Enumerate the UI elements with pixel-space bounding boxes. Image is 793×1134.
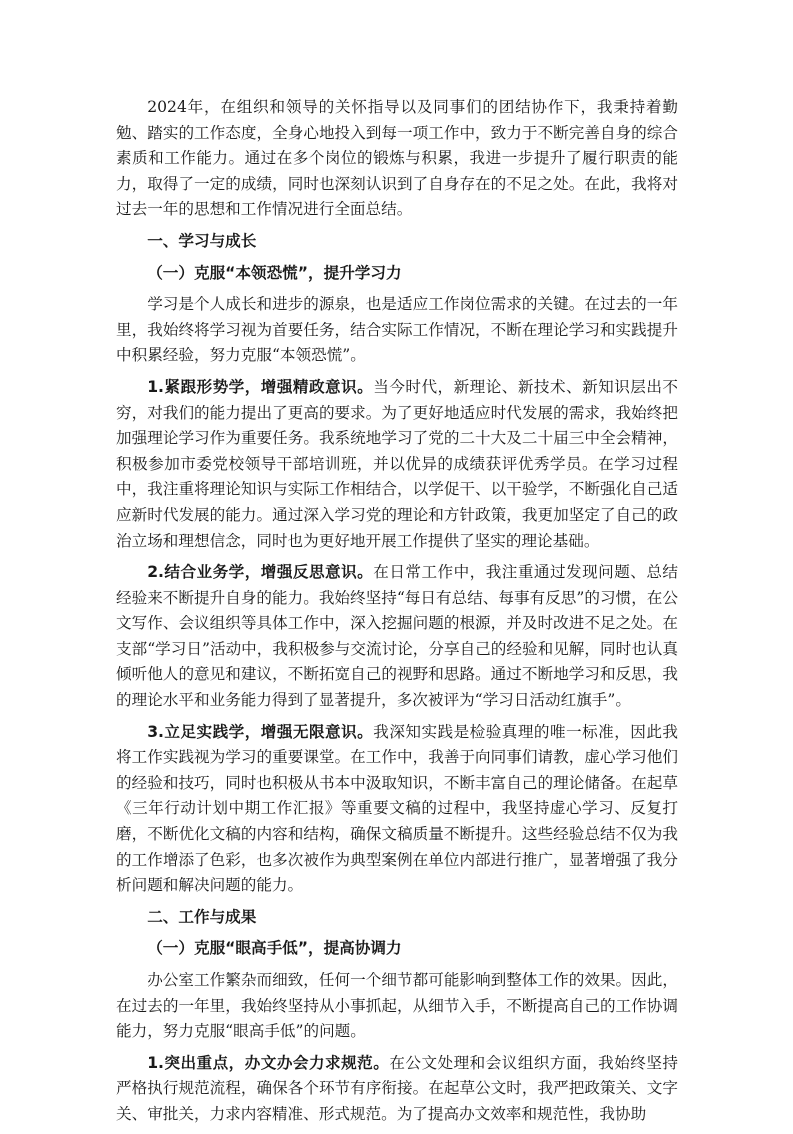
- item-text: 在日常工作中，我注重通过发现问题、总结经验来不断提升自身的能力。我始终坚持“每日有总结、每事有反思”的习惯，在公文写作、会议组织等具体工作中，深入挖掘问题的根源，并及时改进不足之处。在支部“学习日”活动中，我积极参与交流讨论，分享自己的经验和见解，同时也认真倾听他人的意见和建议，不断拓宽自己的视野和思路。通过不断地学习和反思，我的理论水平和业务能力得到了显著提升，多次被评为“学习日活动红旗手”。: [116, 563, 678, 710]
- section-1-heading: 一、学习与成长: [147, 231, 257, 250]
- section-1-item-1: [116, 375, 678, 554]
- item-lead: 1.突出重点，办文办会力求规范。: [147, 1053, 390, 1072]
- section-1-sub-1-heading: （一）克服“本领恐慌”，提升学习力: [147, 263, 402, 282]
- section-1-sub-1-intro: 学习是个人成长和进步的源泉，也是适应工作岗位需求的关键。在过去的一年里，我始终将学习视为首要任务，结合实际工作情况，不断在理论学习和实践提升中积累经验，努力克服“本领恐慌”。: [116, 295, 678, 365]
- item-lead: 3.立足实践学，增强无限意识。: [147, 722, 374, 741]
- document-page: [116, 95, 678, 1134]
- intro-paragraph: 2024年，在组织和领导的关怀指导以及同事们的团结协作下，我秉持着勤勉、踏实的工作态度，全身心地投入到每一项工作中，致力于不断完善自身的综合素质和工作能力。通过在多个岗位的锻炼与积累，我进一步提升了履行职责的能力，取得了一定的成绩，同时也深刻认识到了自身存在的不足之处。在此，我将对过去一年的思想和工作情况进行全面总结。: [116, 98, 678, 219]
- section-1-item-2: [116, 560, 678, 714]
- item-lead: 2.结合业务学，增强反思意识。: [147, 563, 374, 582]
- section-2-heading: 二、工作与成果: [147, 907, 257, 926]
- section-2-sub-1-intro: 办公室工作繁杂而细致，任何一个细节都可能影响到整体工作的效果。因此，在过去的一年里，我始终坚持从小事抓起，从细节入手，不断提高自己的工作协调能力，努力克服“眼高手低”的问题。: [116, 971, 678, 1041]
- item-lead: 1.紧跟形势学，增强精政意识。: [147, 377, 374, 396]
- section-2-sub-1-heading: （一）克服“眼高手低”，提高协调力: [147, 939, 402, 958]
- item-text: 我深知实践是检验真理的唯一标准，因此我将工作实践视为学习的重要课堂。在工作中，我善于向同事们请教，虚心学习他们的经验和技巧，同时也积极从书本中汲取知识，不断丰富自己的理论储备。在起草《三年行动计划中期工作汇报》等重要文稿的过程中，我坚持虚心学习、反复打磨，不断优化文稿的内容和结构，确保文稿质量不断提升。这些经验总结不仅为我的工作增添了色彩，也多次被作为典型案例在单位内部进行推广，显著增强了我分析问题和解决问题的能力。: [116, 722, 678, 895]
- section-1-item-3: [116, 720, 678, 899]
- item-text: 在公文处理和会议组织方面，我始终坚持严格执行规范流程，确保各个环节有序衔接。在起草公文时，我严把政策关、文字关、审批关，力求内容精准、形式规范。为了提高办文效率和规范性，我协助: [116, 1053, 678, 1123]
- section-2-item-1: [116, 1051, 678, 1128]
- item-text: 当今时代，新理论、新技术、新知识层出不穷，对我们的能力提出了更高的要求。为了更好地适应时代发展的需求，我始终把加强理论学习作为重要任务。我系统地学习了党的二十大及二十届三中全会精神，积极参加市委党校领导干部培训班，并以优异的成绩获评优秀学员。在学习过程中，我注重将理论知识与实际工作相结合，以学促干、以干验学，不断强化自己适应新时代发展的能力。通过深入学习党的理论和方针政策，我更加坚定了自己的政治立场和理想信念，同时也为更好地开展工作提供了坚实的理论基础。: [116, 377, 678, 550]
